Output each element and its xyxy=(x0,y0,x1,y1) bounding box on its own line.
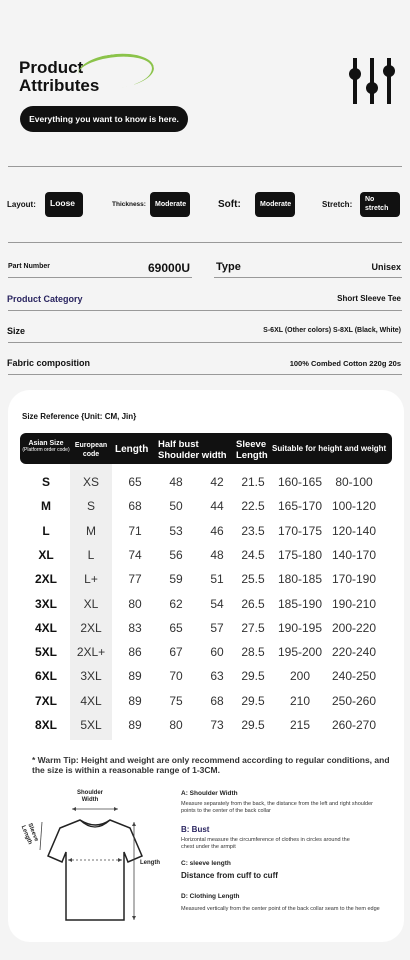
th-european-line2: code xyxy=(82,451,100,458)
diagram-sleeve-label: Sleeve Length xyxy=(19,822,40,846)
cell-sleeve-length: 29.5 xyxy=(241,669,265,684)
cell-weight: 220-240 xyxy=(331,645,377,660)
cell-half-bust: 53 xyxy=(169,523,183,538)
cell-half-bust: 75 xyxy=(169,693,183,708)
fabric-label: Fabric composition xyxy=(7,358,91,368)
cell-european-code: S xyxy=(86,499,95,514)
cell-asian-size: 8XL xyxy=(34,718,57,732)
diagram-length-label: Length xyxy=(140,860,160,866)
attr-thickness-label: Thickness: xyxy=(112,201,146,208)
cell-height: 195-200 xyxy=(277,645,323,660)
annotation-a-title: A: Shoulder Width xyxy=(181,790,238,797)
cell-half-bust: 67 xyxy=(169,645,183,660)
th-length: Length xyxy=(115,444,149,455)
equalizer-icon xyxy=(349,58,395,104)
tshirt-diagram-icon xyxy=(30,800,170,940)
cell-height: 180-185 xyxy=(277,572,323,587)
th-european-line1: European xyxy=(74,442,108,449)
cell-european-code: M xyxy=(86,523,96,538)
cell-sleeve-length: 26.5 xyxy=(241,596,265,611)
part-number-value: 69000U xyxy=(148,261,191,275)
attr-layout-value: Loose xyxy=(45,192,83,217)
cell-asian-size: 7XL xyxy=(34,693,57,708)
th-asian-size-sub: (Platform order code) xyxy=(22,447,70,453)
attr-stretch-label: Stretch: xyxy=(322,200,353,209)
size-reference-label: Size Reference {Unit: CM, Jin} xyxy=(22,412,137,421)
attr-soft-label: Soft: xyxy=(218,199,241,210)
cell-asian-size: 4XL xyxy=(34,620,57,635)
cell-asian-size: 3XL xyxy=(34,596,57,611)
cell-shoulder-width: 63 xyxy=(210,669,224,684)
cell-sleeve-length: 24.5 xyxy=(241,547,265,562)
annotation-d-desc: Measured vertically from the center point of the back collar seam to the hem edge xyxy=(181,906,380,912)
attr-thickness-value: Moderate xyxy=(150,192,190,217)
cell-height: 185-190 xyxy=(277,596,323,611)
part-number-label: Part Number xyxy=(8,263,51,270)
th-suitable: Suitable for height and weight xyxy=(272,444,387,453)
cell-sleeve-length: 21.5 xyxy=(241,475,265,489)
cell-asian-size: M xyxy=(41,499,51,514)
attr-soft-value: Moderate xyxy=(255,192,295,217)
cell-european-code: L+ xyxy=(84,572,98,587)
cell-half-bust: 70 xyxy=(169,669,183,684)
cell-length: 77 xyxy=(128,572,142,587)
title-accent-arc xyxy=(76,49,156,93)
type-value: Unisex xyxy=(371,262,401,272)
cell-sleeve-length: 22.5 xyxy=(241,499,265,514)
title-line-1: Product xyxy=(19,58,84,77)
cell-european-code: 2XL xyxy=(80,620,102,635)
cell-asian-size: S xyxy=(41,475,50,489)
cell-half-bust: 62 xyxy=(169,596,183,611)
cell-shoulder-width: 60 xyxy=(210,645,224,660)
cell-sleeve-length: 29.5 xyxy=(241,693,265,708)
cell-half-bust: 59 xyxy=(169,572,183,587)
cell-height: 170-175 xyxy=(277,523,323,538)
cell-weight: 250-260 xyxy=(331,693,377,708)
th-sleeve-line1: Sleeve xyxy=(236,439,267,450)
title-line-2: Attributes xyxy=(19,76,100,95)
cell-length: 86 xyxy=(128,645,142,660)
cell-half-bust: 48 xyxy=(169,475,183,489)
cell-shoulder-width: 46 xyxy=(210,523,224,538)
cell-shoulder-width: 73 xyxy=(210,718,224,732)
cell-sleeve-length: 29.5 xyxy=(241,718,265,732)
annotation-c-desc: Distance from cuff to cuff xyxy=(181,871,278,880)
attr-stretch-value xyxy=(360,192,400,217)
cell-shoulder-width: 42 xyxy=(210,475,224,489)
cell-european-code: 4XL xyxy=(80,693,102,708)
cell-sleeve-length: 25.5 xyxy=(241,572,265,587)
cell-length: 89 xyxy=(128,693,142,708)
type-label: Type xyxy=(216,261,241,273)
cell-length: 71 xyxy=(128,523,142,538)
cell-european-code: XL xyxy=(83,596,99,611)
fabric-value: 100% Combed Cotton 220g 20s xyxy=(289,359,401,368)
cell-european-code: 2XL+ xyxy=(76,645,106,660)
cell-sleeve-length: 27.5 xyxy=(241,620,265,635)
divider xyxy=(8,166,402,167)
cell-weight: 120-140 xyxy=(331,523,377,538)
divider xyxy=(8,374,402,375)
cell-shoulder-width: 57 xyxy=(210,620,224,635)
cell-height: 165-170 xyxy=(277,499,323,514)
cell-half-bust: 50 xyxy=(169,499,183,514)
cell-asian-size: XL xyxy=(38,547,54,562)
attr-stretch-line1: No xyxy=(365,196,375,203)
th-sleeve-line2: Length xyxy=(236,450,268,461)
cell-weight: 100-120 xyxy=(331,499,377,514)
cell-weight: 170-190 xyxy=(331,572,377,587)
cell-asian-size: 5XL xyxy=(34,645,57,660)
th-bust-shoulder xyxy=(158,439,227,461)
cell-length: 89 xyxy=(128,669,142,684)
product-category-value: Short Sleeve Tee xyxy=(337,294,401,303)
cell-european-code: XS xyxy=(82,475,99,489)
cell-half-bust: 65 xyxy=(169,620,183,635)
attr-layout-label: Layout: xyxy=(7,200,36,209)
cell-weight: 260-270 xyxy=(331,718,377,732)
cell-european-code: 5XL xyxy=(80,718,102,732)
cell-shoulder-width: 54 xyxy=(210,596,224,611)
cell-half-bust: 80 xyxy=(169,718,183,732)
cell-shoulder-width: 51 xyxy=(210,572,224,587)
divider xyxy=(8,342,402,343)
cell-shoulder-width: 48 xyxy=(210,547,224,562)
cell-weight: 80-100 xyxy=(335,475,373,489)
cell-weight: 240-250 xyxy=(331,669,377,684)
size-value: S-6XL (Other colors) S-8XL (Black, White) xyxy=(263,327,401,334)
cell-sleeve-length: 28.5 xyxy=(241,645,265,660)
annotation-c-title: C: sleeve length xyxy=(181,860,231,867)
cell-european-code: L xyxy=(87,547,95,562)
diagram-shoulder-label: Shoulder Width xyxy=(76,790,103,803)
cell-weight: 200-220 xyxy=(331,620,377,635)
cell-length: 89 xyxy=(128,718,142,732)
attr-stretch-line2: stretch xyxy=(365,205,389,212)
cell-half-bust: 56 xyxy=(169,547,183,562)
divider xyxy=(8,310,402,311)
cell-sleeve-length: 23.5 xyxy=(241,523,265,538)
tagline-pill: Everything you want to know is here. xyxy=(20,106,188,132)
cell-shoulder-width: 68 xyxy=(210,693,224,708)
cell-asian-size: 6XL xyxy=(34,669,57,684)
cell-height: 190-195 xyxy=(277,620,323,635)
product-category-label: Product Category xyxy=(7,294,83,304)
annotation-b-title: B: Bust xyxy=(181,825,210,834)
th-sleeve xyxy=(236,439,268,461)
th-shoulder: Shoulder width xyxy=(158,450,227,461)
cell-length: 80 xyxy=(128,596,142,611)
cell-height: 200 xyxy=(289,669,311,684)
cell-height: 215 xyxy=(289,718,311,732)
warm-tip: * Warm Tip: Height and weight are only recommend according to regular conditions, and the size is within a reasonable range of 1-3CM. xyxy=(32,755,390,775)
annotation-d-title: D: Clothing Length xyxy=(181,893,240,900)
cell-weight: 140-170 xyxy=(331,547,377,562)
cell-asian-size: L xyxy=(42,523,50,538)
th-european-code xyxy=(70,441,112,459)
divider xyxy=(8,242,402,243)
th-asian-size xyxy=(22,440,70,453)
th-asian-size-label: Asian Size xyxy=(28,440,64,447)
cell-length: 68 xyxy=(128,499,142,514)
divider xyxy=(214,277,402,278)
cell-height: 160-165 xyxy=(277,475,323,489)
annotation-a-desc: Measure separately from the back, the distance from the left and right shoulder points to the center of the back collar xyxy=(181,801,373,814)
annotation-b-desc: Horizontal measure the circumference of clothes in circles around the chest under the armpit xyxy=(181,837,350,850)
cell-height: 210 xyxy=(289,693,311,708)
cell-length: 65 xyxy=(128,475,142,489)
size-label: Size xyxy=(7,326,26,336)
cell-length: 74 xyxy=(128,547,142,562)
cell-european-code: 3XL xyxy=(80,669,102,684)
divider xyxy=(8,277,192,278)
cell-height: 175-180 xyxy=(277,547,323,562)
cell-length: 83 xyxy=(128,620,142,635)
cell-asian-size: 2XL xyxy=(34,572,57,587)
cell-weight: 190-210 xyxy=(331,596,377,611)
cell-shoulder-width: 44 xyxy=(210,499,224,514)
th-half-bust: Half bust xyxy=(158,439,199,450)
